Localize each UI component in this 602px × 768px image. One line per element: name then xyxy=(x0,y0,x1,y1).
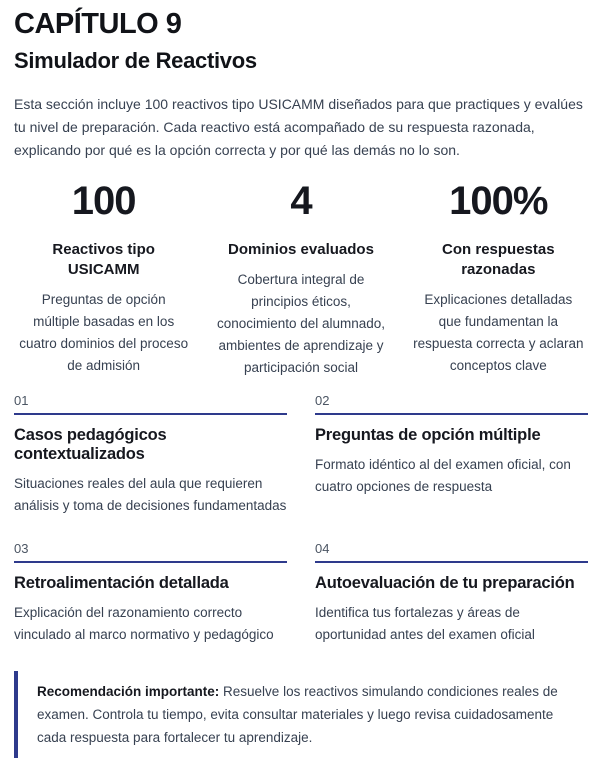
feature-casos-pedagogicos xyxy=(14,393,287,517)
feature-description: Explicación del razonamiento correcto vinculado al marco normativo y pedagógico xyxy=(14,605,274,642)
stat-value: 100% xyxy=(449,179,548,223)
stat-label: Con respuestas razonadas xyxy=(442,241,555,278)
feature-number: 01 xyxy=(14,393,287,415)
feature-title: Autoevaluación de tu preparación xyxy=(315,574,575,592)
feature-description: Identifica tus fortalezas y áreas de oportunidad antes del examen oficial xyxy=(315,605,535,642)
recommendation-callout xyxy=(14,671,588,758)
page-title: Simulador de Reactivos xyxy=(14,48,257,73)
chapter-label: CAPÍTULO 9 xyxy=(14,8,182,40)
feature-autoevaluacion xyxy=(315,541,588,646)
feature-description: Formato idéntico al del examen oficial, con cuatro opciones de respuesta xyxy=(315,457,571,494)
stat-description: Explicaciones detalladas que fundamentan la respuesta correcta y aclaran conceptos clave xyxy=(413,292,584,373)
stat-description: Cobertura integral de principios éticos, conocimiento del alumnado, ambientes de aprendizaje y participación social xyxy=(216,272,386,375)
feature-number: 04 xyxy=(315,541,588,563)
stat-value: 100 xyxy=(71,179,136,223)
stat-label: Reactivos tipo USICAMM xyxy=(52,241,155,278)
feature-number: 03 xyxy=(14,541,287,563)
stat-dominios xyxy=(215,179,386,379)
stats-row xyxy=(14,175,588,379)
feature-description: Situaciones reales del aula que requieren análisis y toma de decisiones fundamentadas xyxy=(14,476,287,513)
recommendation-label: Recomendación importante: xyxy=(37,684,220,699)
features-grid xyxy=(14,393,588,646)
intro-paragraph: Esta sección incluye 100 reactivos tipo USICAMM diseñados para que practiques y evalúes tu nivel de preparación. Cada reactivo está acompañado de su respuesta razonada, explicando por qué es la opción correcta y por qué las demás no lo son. xyxy=(14,96,583,158)
feature-title: Retroalimentación detallada xyxy=(14,574,229,592)
stat-reactivos xyxy=(18,179,189,379)
feature-title: Preguntas de opción múltiple xyxy=(315,426,541,444)
feature-title: Casos pedagógicos contextualizados xyxy=(14,426,167,463)
recommendation-body: Resuelve los reactivos simulando condiciones reales de examen. Controla tu tiempo, evita consultar materiales y luego revisa cuidadosamente cada respuesta para fortalecer tu aprendizaje. xyxy=(37,684,558,745)
feature-number: 02 xyxy=(315,393,588,415)
recommendation-text xyxy=(37,680,580,749)
stat-label: Dominios evaluados xyxy=(228,241,374,258)
stat-respuestas xyxy=(413,179,584,379)
feature-preguntas-opcion-multiple xyxy=(315,393,588,517)
feature-retroalimentacion xyxy=(14,541,287,646)
stat-description: Preguntas de opción múltiple basadas en los cuatro dominios del proceso de admisión xyxy=(19,292,189,373)
stat-value: 4 xyxy=(290,179,312,223)
